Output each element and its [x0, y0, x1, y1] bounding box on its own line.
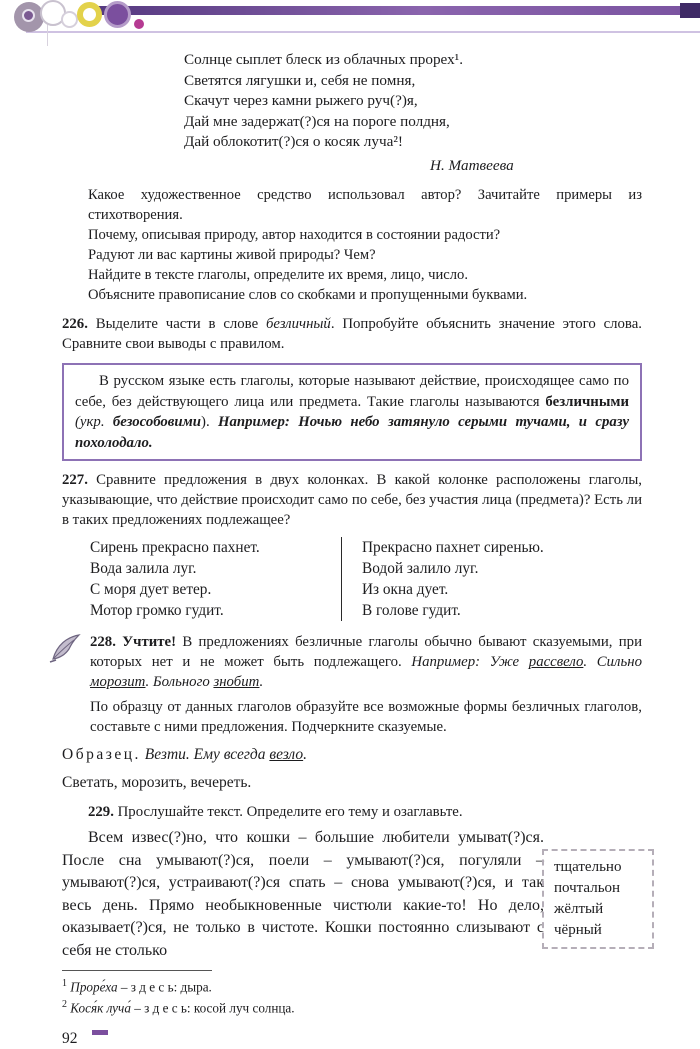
rule-box: [62, 363, 642, 461]
example-text: Уже: [489, 654, 529, 670]
exercise-226: [62, 314, 642, 354]
rule-term-ukrainian: безособовими: [112, 414, 202, 430]
exercise-note: [90, 632, 642, 692]
question: Какое художественное средство использовал автор? Зачитайте примеры из стихотворения.: [88, 187, 642, 223]
decor-circle-purple: [104, 1, 131, 28]
exercise-text: Прослушайте текст. Определите его тему и озаглавьте.: [113, 804, 463, 820]
column-right: [342, 537, 544, 621]
exercise-number: 228.: [90, 634, 116, 650]
example-text: .: [259, 674, 264, 690]
sentence: Прекрасно пахнет сиренью.: [362, 539, 544, 556]
vocabulary-word: чёрный: [554, 922, 602, 938]
reading-text: Всем извес(?)но, что кошки – большие любители умыват(?)ся. После сна умывают(?)ся, поели – умывают(?)ся, погуляли – умывают(?)ся, устраивают(?)ся спать – снова умывают(?)ся, и так весь день. Прямо необыкновенные чистюли какие-то! Но дело, оказывает(?)ся, не только в чистоте. Кошки постоянно слизывают с себя не столько: [62, 829, 544, 959]
example-label: Например:: [411, 654, 490, 670]
sentence: Вода залила луг.: [90, 560, 197, 577]
poem-line: Солнце сыплет блеск из облачных прорех¹.: [184, 51, 464, 68]
column-left: [90, 537, 342, 621]
question: Объясните правописание слов со скобками и пропущенными буквами.: [88, 287, 528, 303]
exercise-227: [62, 470, 642, 530]
rule-example-label: Например:: [218, 414, 299, 430]
rule-text: ).: [201, 414, 219, 430]
question: Найдите в тексте глаголы, определите их время, лицо, число.: [88, 267, 468, 283]
decor-circle-inner-dot: [22, 9, 35, 22]
example-verb: знобит: [213, 674, 260, 690]
footnote: [62, 996, 642, 1017]
sample-verb: везло: [269, 746, 304, 763]
poem-line: Дай мне задержат(?)ся на пороге полдня,: [184, 112, 450, 130]
exercise-term: безличный: [265, 316, 331, 332]
poem-line: Дай облокотит(?)ся о косяк луча²!: [184, 133, 403, 150]
question: Радуют ли вас картины живой природы? Чем?: [88, 247, 376, 263]
exercise-number: 226.: [62, 316, 88, 332]
decor-circle-white-small: [61, 11, 78, 28]
poem-author: Н. Матвеева: [430, 156, 514, 174]
comparison-columns: [90, 537, 642, 621]
rule-text: (укр.: [75, 414, 113, 430]
sentence: В голове гудит.: [362, 602, 461, 619]
exercise-text: . Попробуйте объяснить значение этого слова. Сравните свои выводы с правилом.: [62, 316, 642, 352]
poem-line: Светятся лягушки и, себя не помня,: [184, 71, 416, 89]
sentence: С моря дует ветер.: [90, 581, 212, 598]
sample-line: [62, 745, 642, 765]
exercise-number: 229.: [88, 804, 114, 820]
decor-circle-yellow-ring: [77, 2, 102, 27]
footnote-term: Проре́ха: [70, 979, 118, 995]
rule-text: В русском языке есть глаголы, которые называют действие, происходящее само по себе, без действующего лица или предмета. Такие глаголы называются: [75, 373, 629, 410]
sample-text: .: [303, 746, 307, 763]
note-text: В предложениях безличные глаголы обычно бывают сказуемыми, при которых нет и не может быть подлежащего.: [90, 634, 642, 670]
sample-text: Везти. Ему всегда: [140, 746, 270, 763]
footnote-marker: 1: [62, 978, 67, 989]
vocabulary-word: жёлтый: [554, 901, 604, 917]
exercise-task: По образцу от данных глаголов образуйте все возможные формы безличных глаголов, составьте с ними предложения. Подчеркните сказуемые.: [90, 699, 642, 735]
footnote-divider: [62, 970, 212, 971]
vocabulary-word: тщательно: [554, 859, 622, 875]
page-number: 92: [62, 1029, 78, 1047]
poem-line: Скачут через камни рыжего руч(?)я,: [184, 92, 418, 109]
footnote: [62, 975, 642, 996]
exercise-229: [62, 802, 642, 822]
questions-block: [88, 185, 642, 305]
quill-pen-icon: [48, 633, 82, 669]
decor-dot-magenta: [134, 19, 144, 29]
verbs-list: Светать, морозить, вечереть.: [62, 774, 252, 791]
exercise-text: Выделите части в слове: [87, 316, 266, 332]
exercise-229-body: [62, 827, 642, 962]
exercise-text: Сравните предложения в двух колонках. В какой колонке расположены глаголы, указывающие, что действие происходит само по себе, без участия лица (предмета)? Есть ли в таких предложениях подлежащее?: [62, 472, 642, 528]
sentence: Сирень прекрасно пахнет.: [90, 539, 260, 556]
rule-example: Ночью небо затянуло серыми тучами, и сразу похолодало.: [75, 414, 630, 451]
vocabulary-word: почтальон: [554, 880, 621, 896]
footnote-marker: 2: [62, 998, 67, 1010]
example-text: . Сильно: [583, 654, 642, 670]
example-verb: морозит: [90, 674, 146, 690]
exercise-number: 227.: [62, 472, 88, 488]
sentence: Мотор громко гудит.: [90, 602, 224, 619]
sample-label: Образец.: [62, 746, 141, 763]
rule-term: безличными: [545, 393, 629, 410]
question: Почему, описывая природу, автор находится в состоянии радости?: [88, 227, 501, 243]
example-verb: рассвело: [528, 654, 584, 670]
footnote-term: Кося́к луча́: [70, 1000, 131, 1016]
example-text: . Больного: [145, 674, 214, 690]
footnote-text: – з д е с ь: дыра.: [117, 979, 212, 995]
footnote-text: – з д е с ь: косой луч солнца.: [130, 1000, 295, 1016]
poem: [184, 50, 642, 176]
sentence: Водой залило луг.: [362, 560, 479, 577]
footnotes: [62, 970, 642, 1017]
sentence: Из окна дует.: [362, 581, 449, 598]
vocabulary-box: [542, 849, 654, 949]
exercise-228: [90, 632, 642, 737]
note-label: Учтите!: [122, 634, 176, 650]
